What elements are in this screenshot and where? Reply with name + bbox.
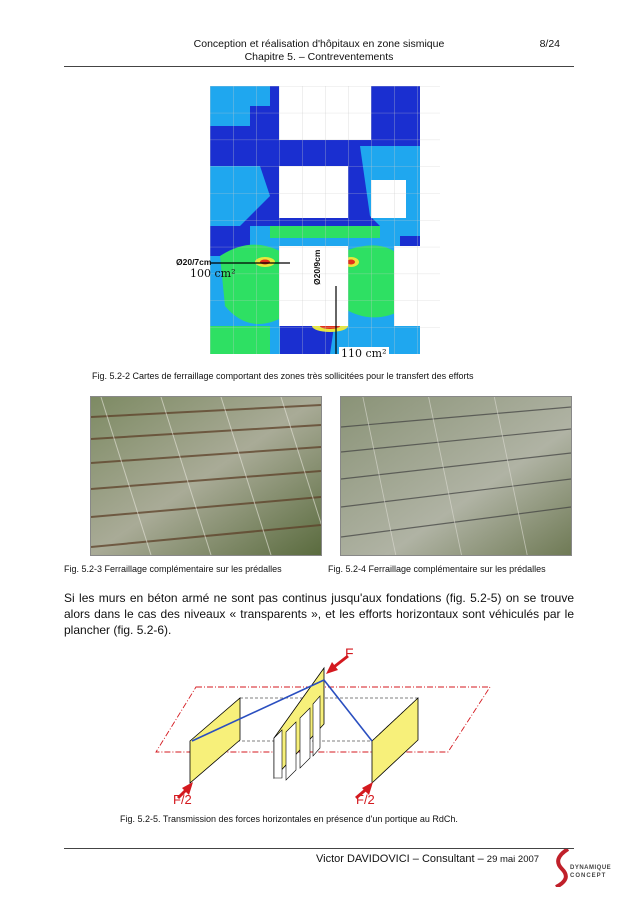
logo-text-line2: CONCEPT [570, 873, 607, 879]
wall-right [372, 698, 418, 783]
header-divider [64, 66, 574, 67]
figure-caption-diagram: Fig. 5.2-5. Transmission des forces horizontales en présence d'un portique au RdCh. [120, 814, 458, 824]
map-label-area-100: 100 cm² [190, 267, 236, 280]
reinforcement-map-figure [210, 86, 440, 354]
footer-divider [64, 848, 574, 849]
logo-text-line1: DYNAMIQUE [570, 865, 612, 871]
company-logo [548, 849, 618, 887]
figure-caption-photo-left: Fig. 5.2-3 Ferraillage complémentaire sur les prédalles [64, 564, 282, 574]
footer-author: Victor DAVIDOVICI – Consultant – [316, 853, 487, 865]
map-label-diameter-9: Ø20/9cm [312, 249, 322, 285]
force-label-F2-right: F/2 [356, 792, 375, 807]
figure-caption-map: Fig. 5.2-2 Cartes de ferraillage comportant des zones très sollicitées pour le transfert des efforts [92, 371, 474, 381]
header-title-line1: Conception et réalisation d'hôpitaux en zone sismique [193, 38, 445, 50]
page-number: 8/24 [539, 38, 560, 50]
force-transmission-diagram [148, 640, 508, 810]
wall-left [190, 698, 240, 783]
photo-reinforcement-right [340, 396, 572, 556]
figure-caption-photo-right: Fig. 5.2-4 Ferraillage complémentaire sur les prédalles [328, 564, 546, 574]
map-label-area-110: 110 cm² [341, 347, 387, 360]
map-label-diameter-7: Ø20/7cm [176, 257, 212, 267]
header-title-line2: Chapitre 5. – Contreventements [244, 51, 394, 63]
force-label-F2-left: F/2 [173, 792, 192, 807]
force-label-F: F [345, 645, 354, 661]
photo-reinforcement-left [90, 396, 322, 556]
body-paragraph: Si les murs en béton armé ne sont pas continus jusqu'aux fondations (fig. 5.2-5) on se trouve alors dans le cas des niveaux « transparents », et les efforts horizontaux sont véhiculés par le plancher (fig. 5.2-6). [64, 591, 574, 637]
footer-date: 29 mai 2007 [486, 854, 540, 865]
footer-credit [316, 853, 539, 865]
